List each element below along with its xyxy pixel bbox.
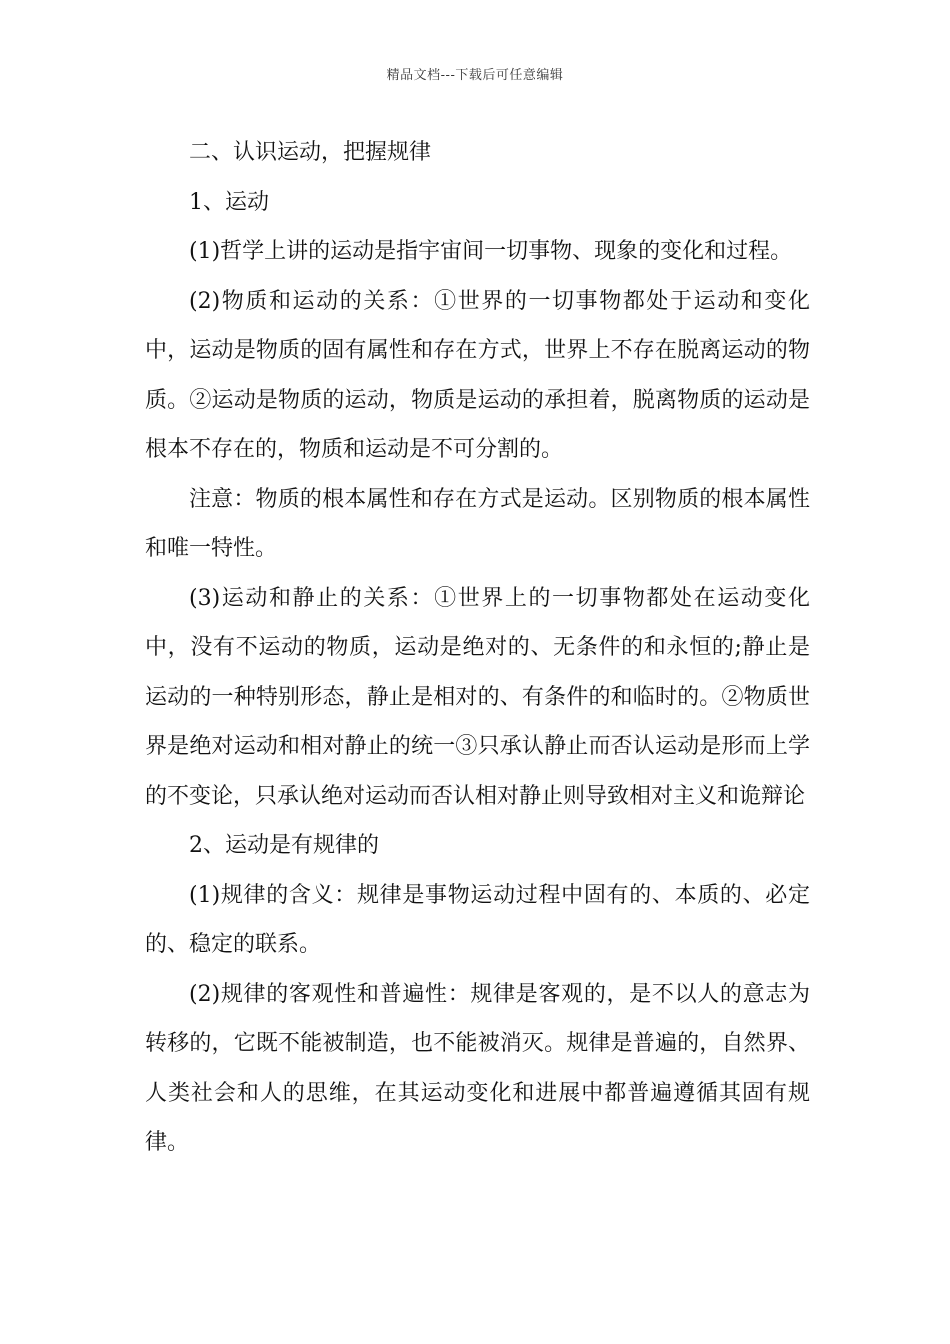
paragraph-note: 注意：物质的根本属性和存在方式是运动。区别物质的根本属性和唯一特性。 [145,486,810,561]
paragraph-motion-rest-relation: (3)运动和静止的关系：①世界上的一切事物都处在运动变化中，没有不运动的物质，运动是绝对的、无条件的和永恒的;静止是运动的一种特别形态，静止是相对的、有条件的和临时的。②物质世界是绝对运动和相对静止的统一③只承认静止而否认运动是形而上学的不变论，只承认绝对运动而否认相对静止则导致相对主义和诡辩论 [145,585,810,809]
subsection-title-laws: 2、运动是有规律的 [189,833,379,858]
paragraph-law-meaning: (1)规律的含义：规律是事物运动过程中固有的、本质的、必定的、稳定的联系。 [145,882,810,957]
subsection-title-motion: 1、运动 [189,189,269,215]
page-header: 精品文档---下载后可任意编辑 [386,68,564,83]
section-title: 二、认识运动，把握规律 [189,140,432,165]
paragraph-law-objectivity: (2)规律的客观性和普遍性：规律是客观的，是不以人的意志为转移的，它既不能被制造，也不能被消灭。规律是普遍的，自然界、人类社会和人的思维，在其运动变化和进展中都普遍遵循其固有规律。 [145,981,810,1155]
paragraph-motion-definition: (1)哲学上讲的运动是指宇宙间一切事物、现象的变化和过程。 [189,239,793,264]
paragraph-matter-motion-relation: (2)物质和运动的关系：①世界的一切事物都处于运动和变化中，运动是物质的固有属性和存在方式，世界上不存在脱离运动的物质。②运动是物质的运动，物质是运动的承担着，脱离物质的运动是根本不存在的，物质和运动是不可分割的。 [145,288,810,462]
document-body [145,128,810,1168]
